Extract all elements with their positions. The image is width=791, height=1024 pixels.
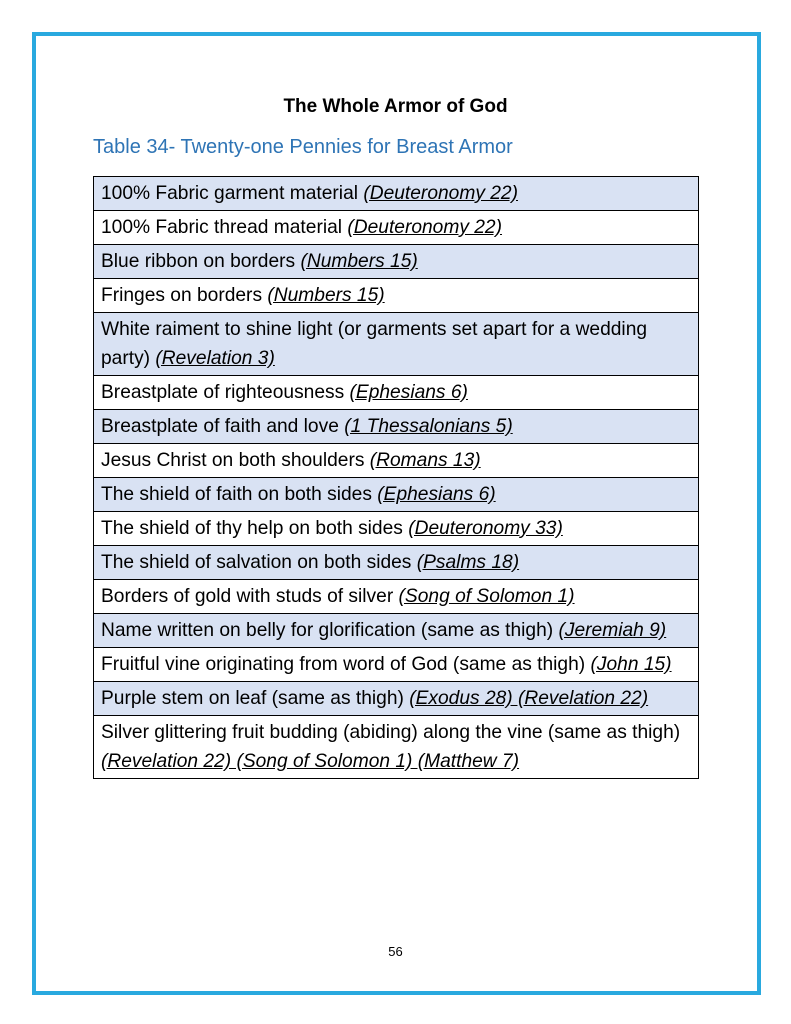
- table-row: [94, 682, 699, 716]
- table-row: [94, 410, 699, 444]
- table-row: [94, 648, 699, 682]
- table-row: [94, 279, 699, 313]
- row-text: 100% Fabric thread material: [101, 217, 348, 238]
- table-cell: [94, 478, 699, 512]
- table-row: [94, 444, 699, 478]
- scripture-reference: (Song of Solomon 1): [398, 586, 575, 607]
- row-text: Fringes on borders: [101, 285, 268, 306]
- table-cell: [94, 245, 699, 279]
- table-cell: [94, 512, 699, 546]
- row-text: Jesus Christ on both shoulders: [101, 450, 370, 471]
- scripture-reference: (Romans 13): [369, 450, 481, 471]
- row-text: Name written on belly for glorification (same as thigh): [101, 620, 559, 641]
- table-row: [94, 177, 699, 211]
- row-text: Fruitful vine originating from word of God (same as thigh): [101, 654, 591, 675]
- scripture-reference: (Numbers 15): [267, 285, 385, 306]
- table-cell: [94, 177, 699, 211]
- scripture-reference: (Deuteronomy 33): [408, 518, 563, 539]
- table-cell: [94, 211, 699, 245]
- scripture-reference: (Ephesians 6): [377, 484, 496, 505]
- row-text: Borders of gold with studs of silver: [101, 586, 399, 607]
- table-row: [94, 376, 699, 410]
- row-text: The shield of thy help on both sides: [101, 518, 409, 539]
- scripture-reference: (Numbers 15): [300, 251, 418, 272]
- scripture-reference: (Jeremiah 9): [558, 620, 667, 641]
- table-cell: [94, 410, 699, 444]
- table-row: [94, 512, 699, 546]
- table-row: [94, 580, 699, 614]
- armor-table: [93, 176, 699, 779]
- table-cell: [94, 546, 699, 580]
- scripture-reference: (Deuteronomy 22): [347, 217, 502, 238]
- table-row: [94, 478, 699, 512]
- scripture-reference: (1 Thessalonians 5): [344, 416, 513, 437]
- scripture-reference: (Psalms 18): [416, 552, 520, 573]
- scripture-reference: (Exodus 28) (Revelation 22): [409, 688, 649, 709]
- table-caption: Table 34- Twenty-one Pennies for Breast Armor: [93, 136, 513, 158]
- table-cell: [94, 444, 699, 478]
- scripture-reference: (Revelation 22) (Song of Solomon 1) (Matthew 7): [101, 751, 520, 772]
- table-cell: [94, 682, 699, 716]
- table-cell: [94, 716, 699, 779]
- table-row: [94, 211, 699, 245]
- row-text: Breastplate of faith and love: [101, 416, 345, 437]
- table-row: [94, 313, 699, 376]
- row-text: The shield of salvation on both sides: [101, 552, 417, 573]
- scripture-reference: (John 15): [590, 654, 672, 675]
- row-text: The shield of faith on both sides: [101, 484, 378, 505]
- table-row: [94, 614, 699, 648]
- row-text: Breastplate of righteousness: [101, 382, 350, 403]
- row-text: Purple stem on leaf (same as thigh): [101, 688, 410, 709]
- table-row: [94, 245, 699, 279]
- row-text: Blue ribbon on borders: [101, 251, 301, 272]
- page-number: 56: [388, 944, 403, 959]
- row-text: Silver glittering fruit budding (abiding) along the vine (same as thigh): [101, 722, 681, 743]
- table-cell: [94, 580, 699, 614]
- table-cell: [94, 279, 699, 313]
- table-cell: [94, 614, 699, 648]
- table-row: [94, 546, 699, 580]
- table-row: [94, 716, 699, 779]
- row-text: White raiment to shine light (or garments set apart for a wedding party): [101, 319, 648, 369]
- row-text: 100% Fabric garment material: [101, 183, 364, 204]
- scripture-reference: (Ephesians 6): [349, 382, 468, 403]
- scripture-reference: (Revelation 3): [155, 348, 275, 369]
- scripture-reference: (Deuteronomy 22): [363, 183, 518, 204]
- table-cell: [94, 313, 699, 376]
- page-title: The Whole Armor of God: [283, 96, 508, 117]
- table-cell: [94, 376, 699, 410]
- table-cell: [94, 648, 699, 682]
